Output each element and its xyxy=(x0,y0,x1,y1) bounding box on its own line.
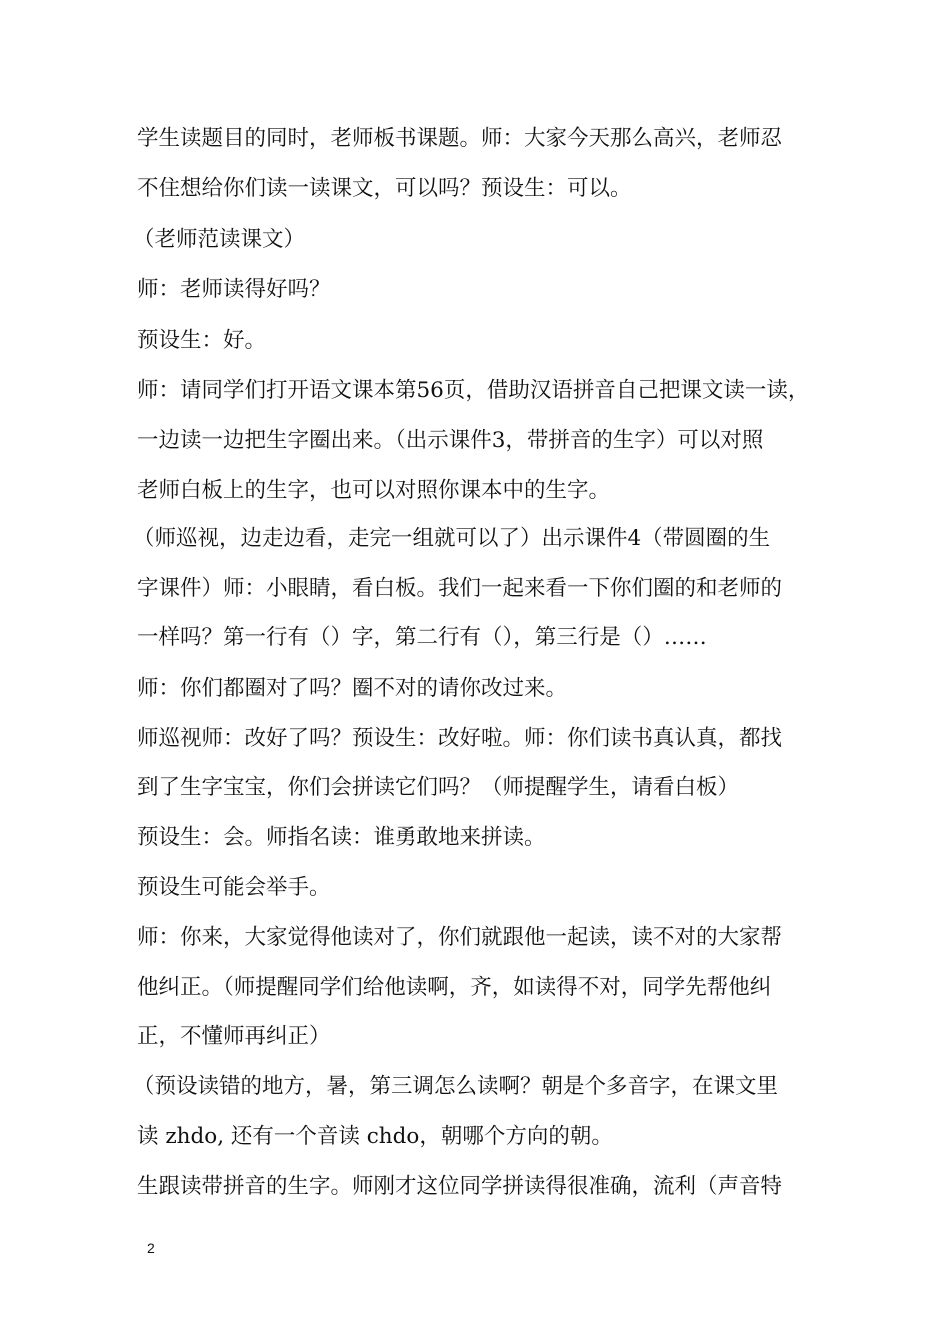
text-line-9: （师巡视，边走边看，走完一组就可以了）出示课件4（带圆圈的生 xyxy=(133,526,771,551)
text-line-16: 预设生可能会举手。 xyxy=(137,875,331,900)
text-line-13: 师巡视师：改好了吗？预设生：改好啦。师：你们读书真认真，都找 xyxy=(137,726,783,751)
text-line-4: 师：老师读得好吗？ xyxy=(137,277,331,302)
text-line-22: 生跟读带拼音的生字。师刚才这位同学拼读得很准确，流利（声音特 xyxy=(137,1174,783,1199)
text-line-6: 师：请同学们打开语文课本第56页，借助汉语拼音自己把课文读一读， xyxy=(137,378,810,403)
text-line-7: 一边读一边把生字圈出来。（出示课件3，带拼音的生字）可以对照 xyxy=(137,428,764,453)
text-line-12: 师：你们都圈对了吗？圈不对的请你改过来。 xyxy=(137,676,568,701)
text-line-17: 师：你来，大家觉得他读对了，你们就跟他一起读，读不对的大家帮 xyxy=(137,925,783,950)
text-line-20: （预设读错的地方，暑，第三调怎么读啊？朝是个多音字，在课文里 xyxy=(133,1074,779,1099)
text-line-2: 不住想给你们读一读课文，可以吗？预设生：可以。 xyxy=(137,176,632,201)
text-line-14: 到了生字宝宝，你们会拼读它们吗？（师提醒学生，请看白板） xyxy=(137,775,740,800)
text-line-5: 预设生：好。 xyxy=(137,328,267,353)
text-line-8: 老师白板上的生字，也可以对照你课本中的生字。 xyxy=(137,478,611,503)
text-line-10: 字课件）师：小眼睛，看白板。我们一起来看一下你们圈的和老师的 xyxy=(137,576,783,601)
text-line-15: 预设生：会。师指名读：谁勇敢地来拼读。 xyxy=(137,825,546,850)
text-line-21: 读 zhdo, 还有一个音读 chdo，朝哪个方向的朝。 xyxy=(137,1124,613,1149)
text-line-3: （老师范读课文） xyxy=(133,227,306,252)
text-line-18: 他纠正。（师提醒同学们给他读啊，齐，如读得不对，同学先帮他纠 xyxy=(137,975,772,1000)
text-line-19: 正，不懂师再纠正） xyxy=(137,1024,331,1049)
text-line-1: 学生读题目的同时，老师板书课题。师：大家今天那么高兴，老师忍 xyxy=(137,126,783,151)
text-line-11: 一样吗？第一行有（）字，第二行有（），第三行是（）…… xyxy=(137,625,707,650)
page-number: 2 xyxy=(147,1240,155,1256)
